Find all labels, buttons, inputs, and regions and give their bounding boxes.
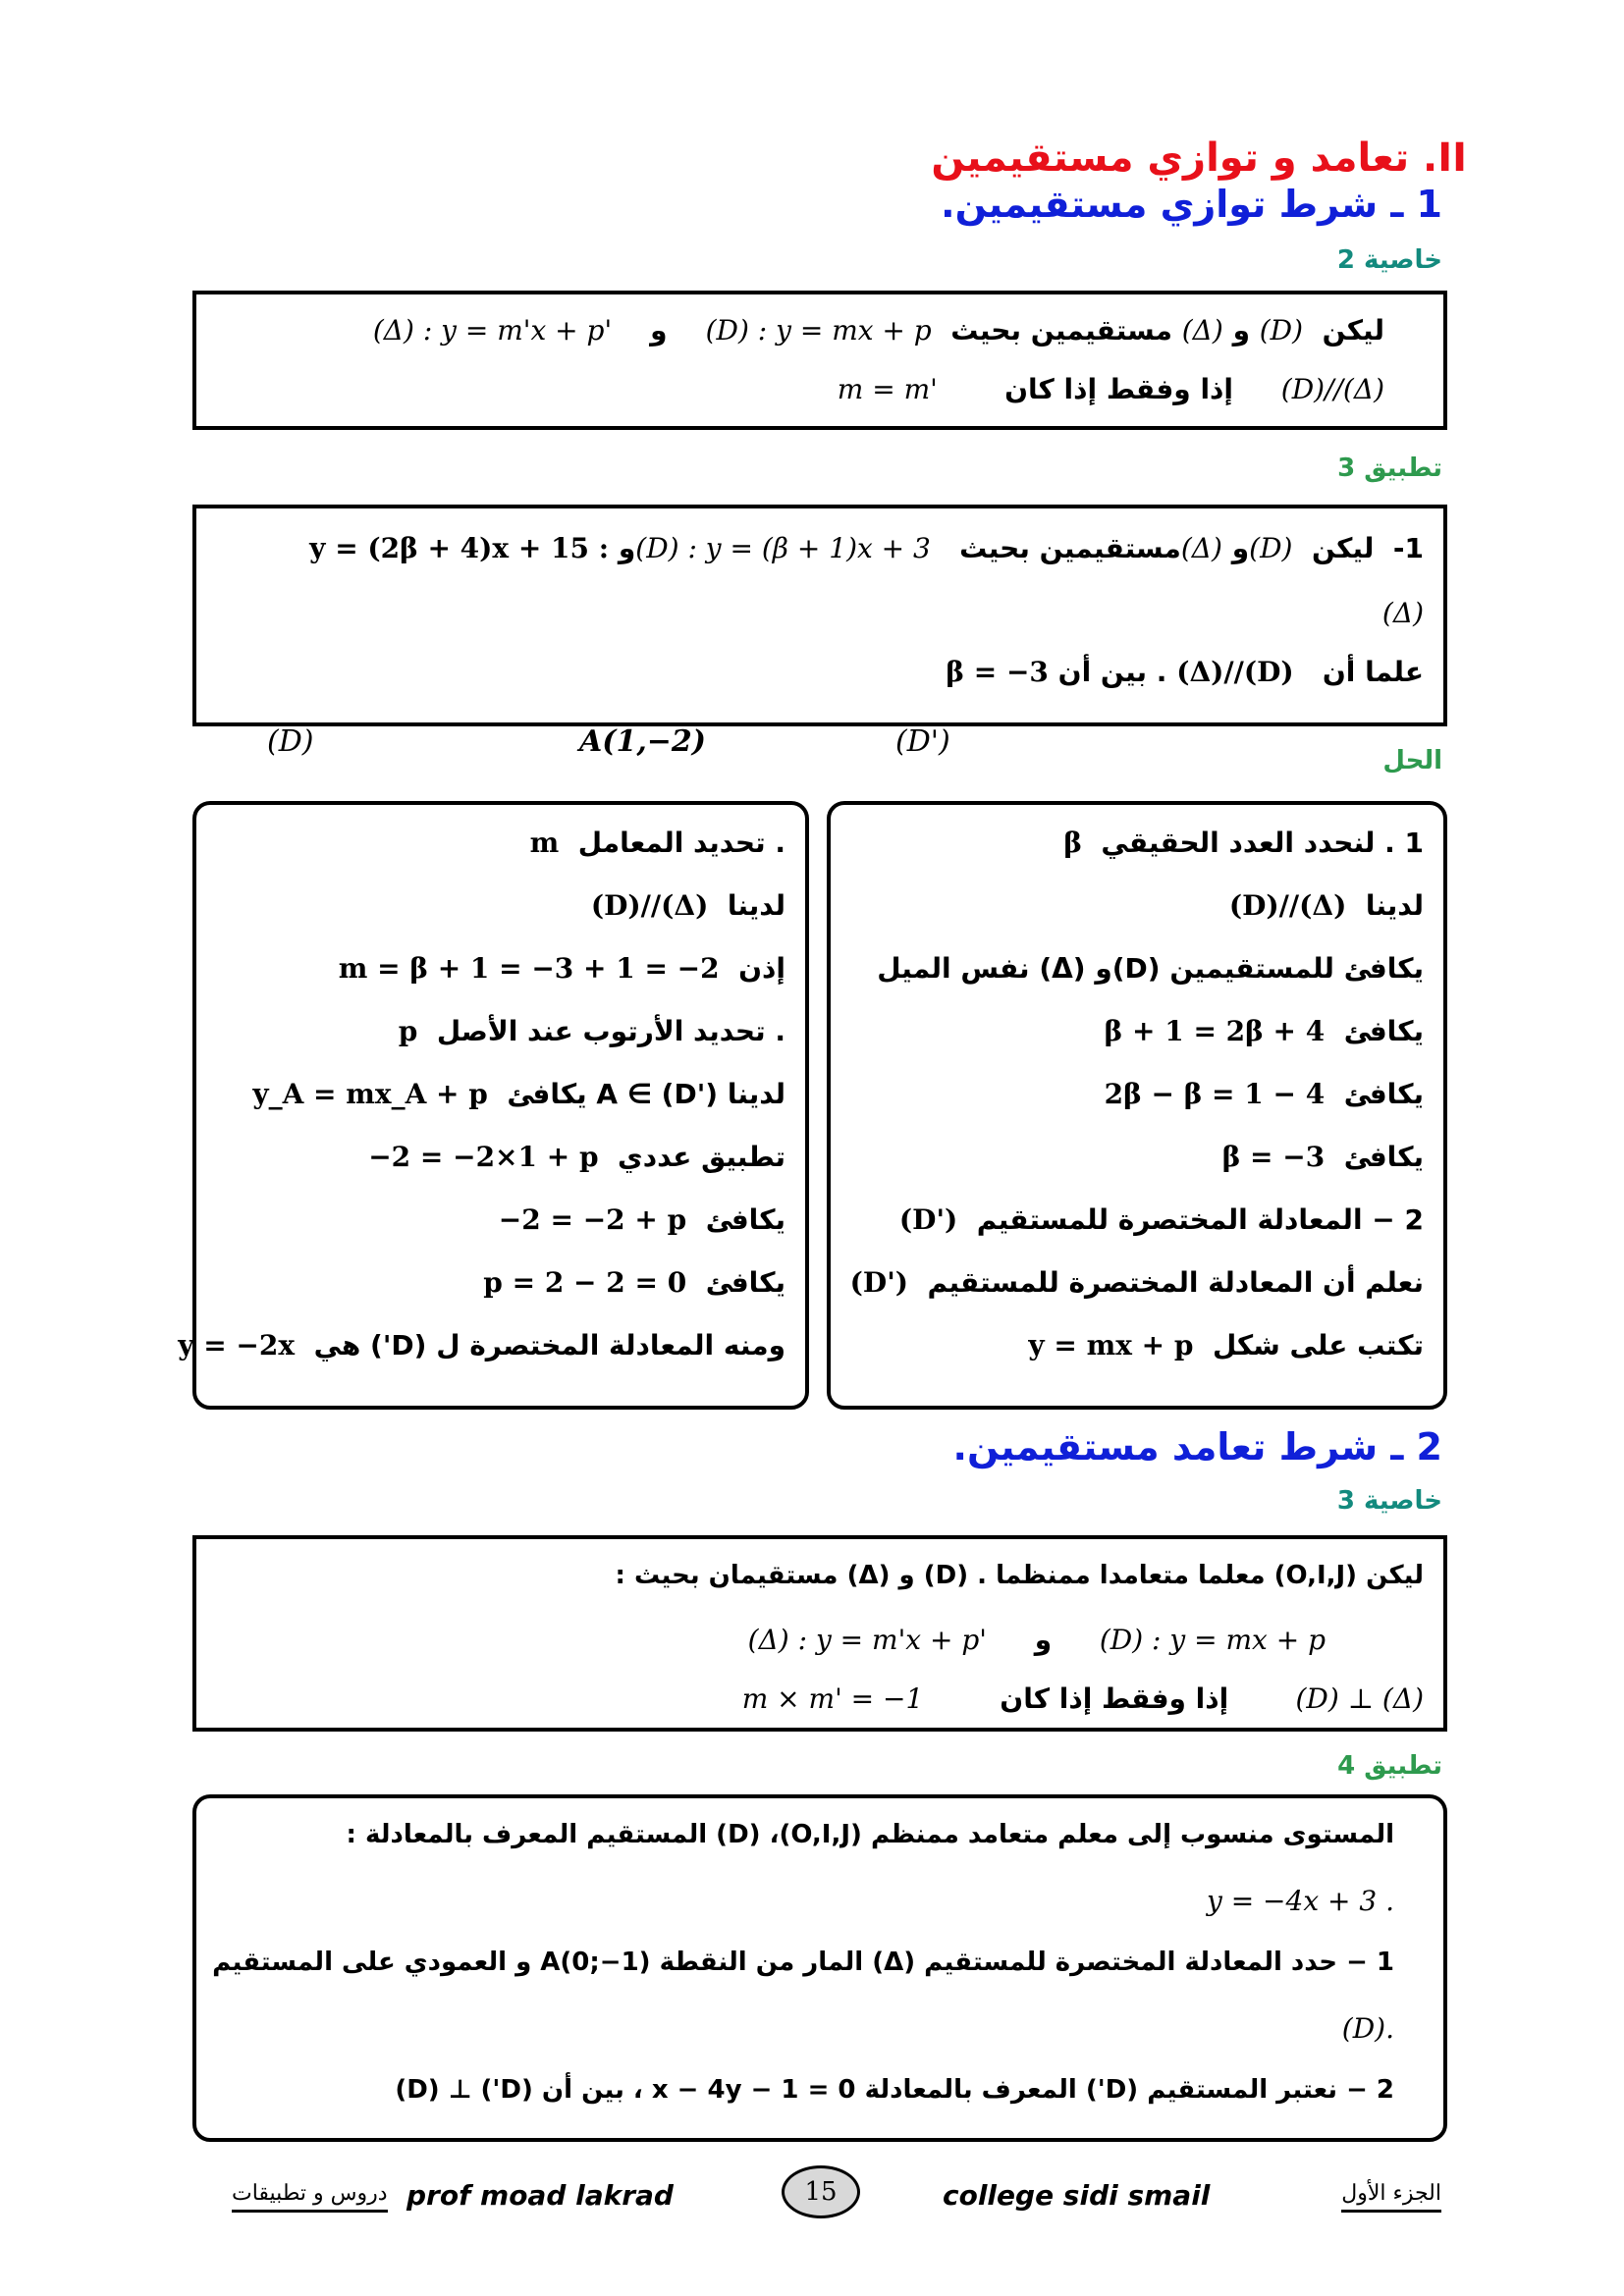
step-text: 2 − المعادلة المختصرة للمستقيم bbox=[976, 1203, 1424, 1236]
application-4-line-4: .(D) bbox=[1341, 2012, 1394, 2045]
solution-step bbox=[899, 1203, 1424, 1236]
solution-step bbox=[1222, 1141, 1424, 1173]
step-text: يكافئ bbox=[1343, 1078, 1424, 1110]
step-text: لدينا A ∈ (D') يكافئ bbox=[507, 1078, 785, 1110]
step-math: y = −2x bbox=[178, 1329, 296, 1362]
step-math: β = −3 bbox=[1221, 1141, 1326, 1173]
step-math: (D)//(Δ) bbox=[590, 889, 709, 922]
math-delta: (Δ) bbox=[1180, 532, 1222, 564]
text: و bbox=[618, 532, 636, 564]
property-3-label: خاصية 3 bbox=[1336, 1486, 1442, 1516]
step-text: . تحديد الأرتوب عند الأصل bbox=[436, 1015, 785, 1047]
step-math: p = 2 − 2 = 0 bbox=[483, 1266, 687, 1299]
step-math: m = β + 1 = −3 + 1 = −2 bbox=[338, 952, 720, 985]
application-3-box bbox=[192, 505, 1447, 726]
text: و bbox=[1034, 1624, 1053, 1656]
solution-step bbox=[858, 952, 1424, 985]
math-D: (D) bbox=[1259, 314, 1304, 347]
application-3-label: تطبيق 3 bbox=[1337, 454, 1442, 483]
application-4-line-1: المستوى منسوب إلى معلم متعامد ممنظم (O,I,J)، (D) المستقيم المعرف بالمعادلة : bbox=[346, 1820, 1394, 1849]
solution-label: الحل bbox=[1382, 746, 1442, 775]
application-4-line-2: y = −4x + 3 . bbox=[1206, 1885, 1394, 1917]
math-D: (D) bbox=[1249, 532, 1293, 564]
property-3-line-3 bbox=[742, 1682, 1424, 1715]
solution-step bbox=[483, 1266, 785, 1299]
equation-D: (D) : y = (β + 1)x + 3 bbox=[635, 532, 931, 564]
stray-label-D-prime: (D') bbox=[895, 724, 950, 759]
text: إذا وفقط إذا كان bbox=[1000, 1682, 1229, 1715]
solution-step bbox=[1105, 1015, 1424, 1047]
solution-step bbox=[399, 1015, 785, 1047]
text: ليكن bbox=[1311, 532, 1375, 564]
property-2-box bbox=[192, 291, 1447, 430]
application-4-box bbox=[192, 1794, 1447, 2142]
text: مستقيمين بحيث bbox=[950, 314, 1172, 347]
solution-step bbox=[530, 827, 785, 859]
text: علما أن bbox=[1322, 656, 1424, 688]
footer-school: college sidi smail bbox=[943, 2179, 1211, 2212]
equation-D: (D) : y = mx + p bbox=[705, 314, 932, 347]
condition: m × m' = −1 bbox=[741, 1682, 924, 1715]
step-text: إذن bbox=[738, 952, 785, 985]
step-math: 2β − β = 1 − 4 bbox=[1104, 1078, 1326, 1110]
step-math: (D') bbox=[898, 1203, 958, 1236]
property-2-label: خاصية 2 bbox=[1336, 245, 1442, 275]
application-4-label: تطبيق 4 bbox=[1337, 1751, 1442, 1781]
step-math: y = mx + p bbox=[1028, 1329, 1194, 1362]
solution-step bbox=[1229, 889, 1424, 922]
solution-step bbox=[850, 1266, 1424, 1299]
math-delta: (Δ) bbox=[1381, 597, 1424, 629]
step-math: (D') bbox=[849, 1266, 909, 1299]
step-text: لدينا bbox=[1365, 889, 1424, 922]
step-text: يكافئ bbox=[705, 1266, 785, 1299]
step-text: ومنه المعادلة المختصرة ل (D') هي bbox=[313, 1329, 785, 1362]
footer-lessons: دروس و تطبيقات bbox=[232, 2181, 388, 2213]
step-math: y_A = mx_A + p bbox=[252, 1078, 488, 1110]
text: و bbox=[1232, 314, 1250, 347]
property-3-line-1: ليكن (O,I,J) معلما متعامدا ممنظما . (D) و (Δ) مستقيمان بحيث : bbox=[615, 1561, 1424, 1590]
text: و bbox=[1231, 532, 1250, 564]
solution-step bbox=[1063, 827, 1424, 859]
step-math: m bbox=[529, 827, 560, 859]
application-3-line-2 bbox=[1382, 597, 1424, 629]
solution-right-box bbox=[827, 801, 1447, 1410]
step-text: 1 . لنحدد العدد الحقيقي bbox=[1101, 827, 1424, 859]
step-text: يكافئ للمستقيمين (D)و (Δ) نفس الميل bbox=[877, 952, 1424, 985]
equation-delta: (Δ) : y = m'x + p' bbox=[747, 1624, 987, 1656]
application-3-line-1 bbox=[309, 532, 1424, 564]
step-text: لدينا bbox=[727, 889, 785, 922]
condition: m = m' bbox=[837, 373, 938, 405]
step-text: تطبيق عددي bbox=[618, 1141, 785, 1173]
solution-step bbox=[178, 1329, 785, 1362]
solution-step bbox=[368, 1141, 785, 1173]
subsection-1-title: 1 ـ شرط توازي مستقيمين. bbox=[941, 183, 1442, 226]
step-math: p bbox=[398, 1015, 418, 1047]
solution-step bbox=[252, 1078, 785, 1110]
solution-step bbox=[1028, 1329, 1424, 1362]
text: إذا وفقط إذا كان bbox=[1004, 373, 1234, 405]
step-text: يكافئ bbox=[1343, 1141, 1424, 1173]
step-text: . تحديد المعامل bbox=[577, 827, 785, 859]
step-math: β bbox=[1063, 827, 1082, 859]
step-text: نعلم أن المعادلة المختصرة للمستقيم bbox=[927, 1266, 1424, 1299]
text: مستقيمين بحيث bbox=[959, 532, 1181, 564]
step-text: يكافئ bbox=[1343, 1015, 1424, 1047]
property-2-line-1 bbox=[373, 314, 1384, 347]
step-text: تكتب على شكل bbox=[1212, 1329, 1424, 1362]
parallel-statement: (D)//(Δ) bbox=[1280, 373, 1384, 405]
property-3-line-2 bbox=[748, 1624, 1326, 1656]
solution-step bbox=[339, 952, 785, 985]
step-text: يكافئ bbox=[705, 1203, 785, 1236]
stray-label-point-A: A(1,−2) bbox=[579, 724, 706, 759]
step-math: −2 = −2×1 + p bbox=[368, 1141, 599, 1173]
item-number: 1- bbox=[1392, 532, 1424, 564]
section-title: تعامد و توازي مستقيمين bbox=[931, 135, 1410, 181]
step-math: −2 = −2 + p bbox=[498, 1203, 687, 1236]
math-delta: (Δ) bbox=[1181, 314, 1223, 347]
footer-author: prof moad lakrad bbox=[406, 2179, 674, 2212]
perpendicular-statement: (D) ⊥ (Δ) bbox=[1295, 1682, 1424, 1715]
subsection-2-title: 2 ـ شرط تعامد مستقيمين. bbox=[952, 1425, 1442, 1468]
stray-label-D: (D) bbox=[267, 724, 314, 759]
beta-value: β = −3 bbox=[946, 656, 1049, 688]
solution-left-box bbox=[178, 801, 809, 1410]
property-2-line-2 bbox=[838, 373, 1384, 405]
equation-delta: y = (2β + 4)x + 15 : bbox=[309, 532, 610, 564]
page-number: 15 bbox=[782, 2165, 860, 2218]
solution-step bbox=[499, 1203, 785, 1236]
equation-D: (D) : y = mx + p bbox=[1099, 1624, 1326, 1656]
section-heading bbox=[931, 135, 1467, 181]
step-math: (D)//(Δ) bbox=[1228, 889, 1347, 922]
footer-part: الجزء الأول bbox=[1341, 2181, 1441, 2213]
application-4-line-3: 1 − حدد المعادلة المختصرة للمستقيم (Δ) المار من النقطة A(0;−1) و العمودي على المستقيم bbox=[212, 1948, 1394, 1977]
property-3-box bbox=[192, 1535, 1447, 1732]
section-numeral: II. bbox=[1423, 135, 1467, 181]
text: ليكن bbox=[1322, 314, 1384, 347]
step-math: β + 1 = 2β + 4 bbox=[1104, 1015, 1326, 1047]
text: و bbox=[650, 314, 668, 347]
solution-step bbox=[1105, 1078, 1424, 1110]
solution-step bbox=[591, 889, 785, 922]
application-3-line-3 bbox=[946, 656, 1424, 688]
parallel-statement: (Δ)//(D) bbox=[1176, 656, 1294, 688]
text: . بين أن bbox=[1057, 656, 1167, 688]
application-4-line-5: 2 − نعتبر المستقيم (D') المعرف بالمعادلة x − 4y − 1 = 0 ، بين أن (D') ⊥ (D) bbox=[395, 2075, 1394, 2105]
equation-delta: (Δ) : y = m'x + p' bbox=[372, 314, 613, 347]
